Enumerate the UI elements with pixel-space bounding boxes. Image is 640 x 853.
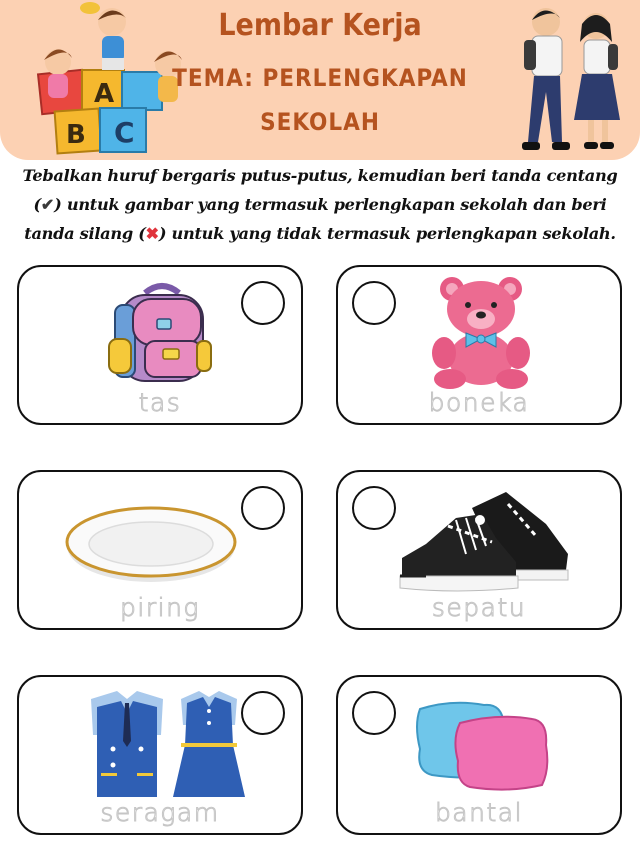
card-sepatu xyxy=(336,470,622,630)
trace-word: boneka xyxy=(428,388,530,417)
page-title: Lembar Kerja xyxy=(218,8,422,43)
answer-circle[interactable] xyxy=(352,486,396,530)
cross-mark-icon: ✖ xyxy=(145,224,159,243)
card-piring xyxy=(17,470,303,630)
block-letter: C xyxy=(114,116,135,149)
instruction-line-3-start: tanda silang ( xyxy=(24,224,146,243)
answer-circle[interactable] xyxy=(241,691,285,735)
instruction-line-2 xyxy=(0,190,640,219)
check-mark-icon: ✔ xyxy=(40,195,55,214)
trace-word: tas xyxy=(138,388,182,417)
card-boneka xyxy=(336,265,622,425)
card-tas xyxy=(17,265,303,425)
plate-icon xyxy=(63,502,239,586)
card-seragam xyxy=(17,675,303,835)
block-letter: A xyxy=(94,79,115,109)
block-letter: B xyxy=(66,120,86,150)
trace-word: piring xyxy=(120,593,200,622)
backpack-icon xyxy=(107,279,217,389)
sneakers-icon xyxy=(396,484,572,596)
instruction-line-1: Tebalkan huruf bergaris putus-putus, kemudian beri tanda centang xyxy=(22,166,618,185)
header-banner xyxy=(0,0,640,160)
students-walking-illustration xyxy=(508,2,638,158)
pillow-icon xyxy=(412,695,552,791)
instruction-line-2-text: ) untuk gambar yang termasuk perlengkapan sekolah dan beri xyxy=(54,195,607,214)
teddy-bear-icon xyxy=(426,275,536,391)
trace-word: bantal xyxy=(434,798,524,827)
card-bantal xyxy=(336,675,622,835)
uniform-icon xyxy=(77,685,247,803)
instruction-line-3 xyxy=(0,219,640,248)
theme-line-1: TEMA: PERLENGKAPAN xyxy=(172,64,468,92)
instruction-line-3-text: ) untuk yang tidak termasuk perlengkapan sekolah. xyxy=(158,224,616,243)
open-paren: ( xyxy=(33,195,41,214)
answer-circle[interactable] xyxy=(241,486,285,530)
theme-line-2: SEKOLAH xyxy=(260,108,380,136)
instructions xyxy=(0,161,640,248)
trace-word: sepatu xyxy=(431,593,527,622)
answer-circle[interactable] xyxy=(241,281,285,325)
trace-word: seragam xyxy=(100,798,220,827)
answer-circle[interactable] xyxy=(352,281,396,325)
answer-circle[interactable] xyxy=(352,691,396,735)
